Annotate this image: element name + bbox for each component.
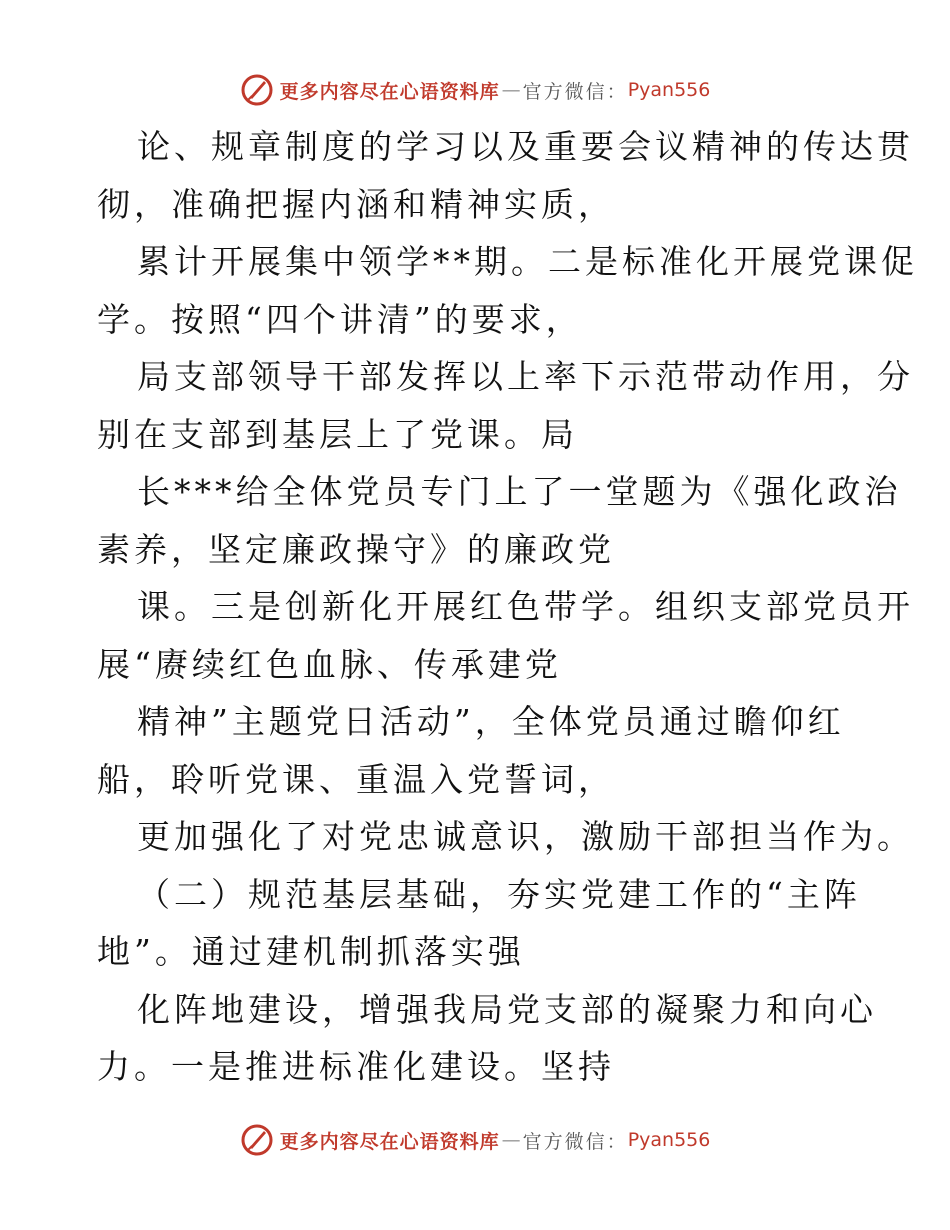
text-line: 更加强化了对党忠诚意识，激励干部担当作为。 (137, 817, 914, 856)
document-body (97, 118, 918, 1096)
watermark-separator: — (501, 1129, 521, 1151)
text-line: 局支部领导干部发挥以上率下示范带动作用，分 (137, 357, 914, 396)
header-watermark (0, 70, 950, 110)
quill-logo-icon (240, 73, 274, 107)
text-line: 地”。通过建机制抓落实强 (97, 932, 525, 971)
watermark-separator: — (501, 79, 521, 101)
text-line: 长***给全体党员专门上了一堂题为《强化政治 (137, 472, 902, 511)
text-line: （二）规范基层基础，夯实党建工作的“主阵 (137, 874, 861, 914)
text-line: 课。三是创新化开展红色带学。组织支部党员开 (137, 587, 914, 626)
watermark-wechat-label: 官方微信： (522, 80, 628, 103)
watermark-wechat-id: Pyan556 (627, 1129, 711, 1151)
watermark-site-text: 更多内容尽在心语资料库 (279, 1130, 500, 1153)
text-line: 彻，准确把握内涵和精神实质， (97, 184, 615, 224)
text-line: 论、规章制度的学习以及重要会议精神的传达贯 (137, 127, 914, 166)
text-line: 学。按照“四个讲清”的要求， (97, 299, 583, 339)
text-line: 力。一是推进标准化建设。坚持 (97, 1047, 615, 1086)
watermark-site-text: 更多内容尽在心语资料库 (279, 80, 500, 103)
text-line: 精神”主题党日活动”，全体党员通过瞻仰红 (137, 702, 845, 741)
watermark-wechat-id: Pyan556 (627, 79, 711, 101)
watermark-wechat-label: 官方微信： (522, 1130, 628, 1153)
text-line: 别在支部到基层上了党课。局 (97, 414, 578, 454)
quill-logo-icon (240, 1123, 274, 1157)
text-line: 展“赓续红色血脉、传承建党 (97, 644, 562, 684)
text-line: 素养，坚定廉政操守》的廉政党 (97, 529, 615, 569)
text-line: 化阵地建设，增强我局党支部的凝聚力和向心 (137, 989, 877, 1029)
text-line: 船，聆听党课、重温入党誓词， (97, 759, 615, 799)
footer-watermark (0, 1120, 950, 1160)
text-line: 累计开展集中领学**期。二是标准化开展党课促 (137, 242, 918, 281)
